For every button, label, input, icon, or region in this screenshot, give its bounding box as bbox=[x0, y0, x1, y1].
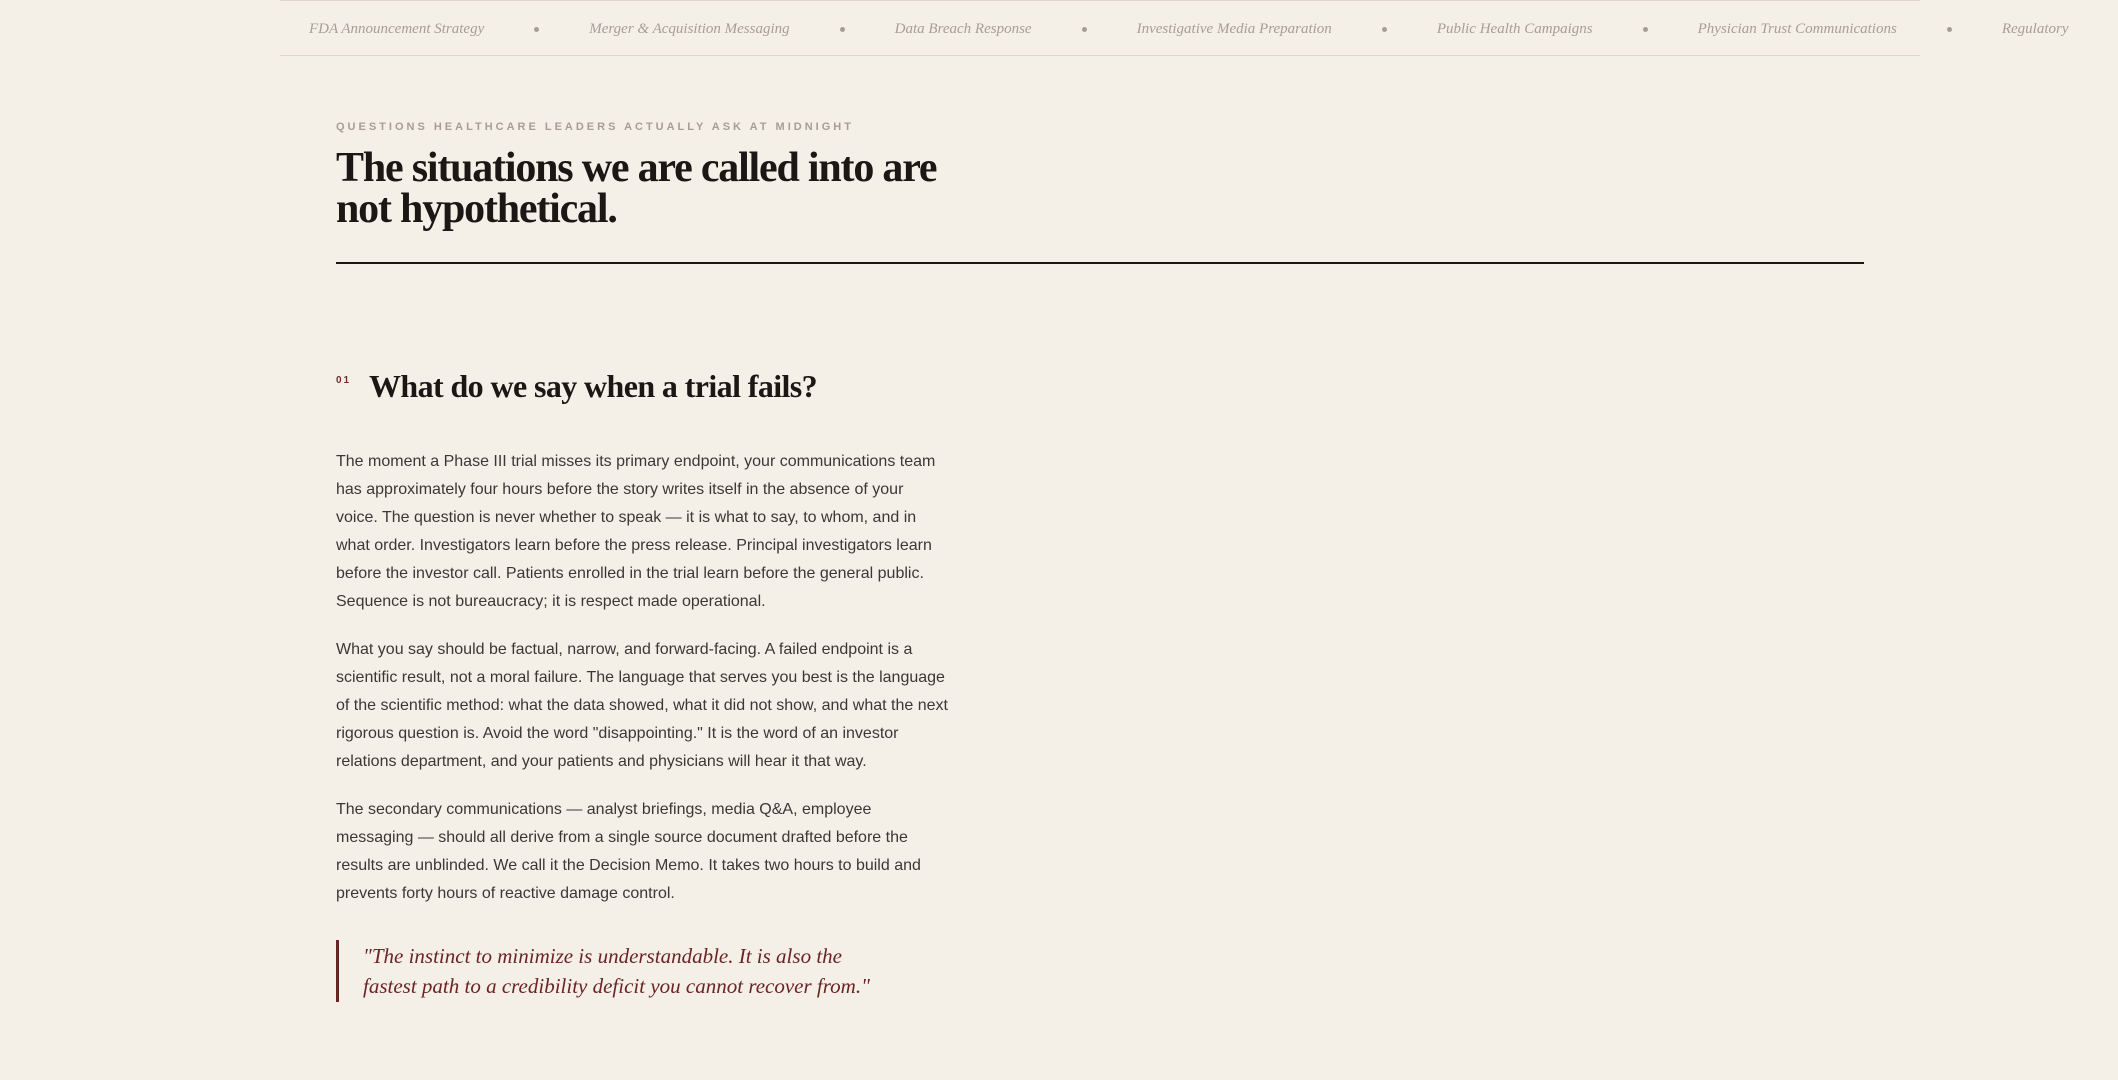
pull-quote bbox=[336, 940, 896, 1002]
pull-quote-text: "The instinct to minimize is understandable. It is also the fastest path to a credibility deficit you cannot recover from." bbox=[363, 944, 870, 998]
answer-paragraph: The secondary communications — analyst briefings, media Q&A, employee messaging — should all derive from a single source document drafted before the results are unblinded. We call it the Decision Memo. It takes two hours to build and prevents forty hours of reactive damage control. bbox=[336, 801, 921, 902]
question-number: 01 bbox=[336, 375, 352, 386]
answer-paragraph: What you say should be factual, narrow, and forward-facing. A failed endpoint is a scientific result, not a moral failure. The language that serves you best is the language of the scientific method: what the data showed, what it did not show, and what the next rigorous question is. Avoid the word "disappointing." It is the word of an investor relations department, and your patients and physicians will hear it that way. bbox=[336, 641, 948, 770]
ticker-item-physician-trust[interactable]: Physician Trust Communications bbox=[1697, 21, 1897, 37]
answer-paragraph: The moment a Phase III trial misses its primary endpoint, your communications team has approximately four hours before the story writes itself in the absence of your voice. The question is never whether to speak — it is what to say, to whom, and in what order. Investigators learn before the press release. Principal investigators learn before the investor call. Patients enrolled in the trial learn before the general public. Sequence is not bureaucracy; it is respect made operational. bbox=[336, 453, 936, 610]
topic-ticker bbox=[280, 0, 2069, 56]
question-heading: What do we say when a trial fails? bbox=[369, 368, 818, 404]
ticker-item-regulatory[interactable]: Regulatory bbox=[2001, 21, 2069, 37]
ticker-item-data-breach[interactable]: Data Breach Response bbox=[894, 21, 1032, 37]
ticker-item-public-health[interactable]: Public Health Campaigns bbox=[1436, 21, 1593, 37]
section-eyebrow: QUESTIONS HEALTHCARE LEADERS ACTUALLY ASK AT MIDNIGHT bbox=[336, 121, 854, 133]
ticker-track bbox=[259, 1, 2118, 57]
title-divider bbox=[336, 262, 1864, 264]
answer-body bbox=[336, 448, 948, 928]
ticker-item-fda[interactable]: FDA Announcement Strategy bbox=[309, 21, 485, 37]
ticker-item-investigative-media[interactable]: Investigative Media Preparation bbox=[1136, 21, 1332, 37]
page-title: The situations we are called into are not hypothetical. bbox=[336, 145, 937, 232]
ticker-item-merger[interactable]: Merger & Acquisition Messaging bbox=[589, 21, 790, 37]
